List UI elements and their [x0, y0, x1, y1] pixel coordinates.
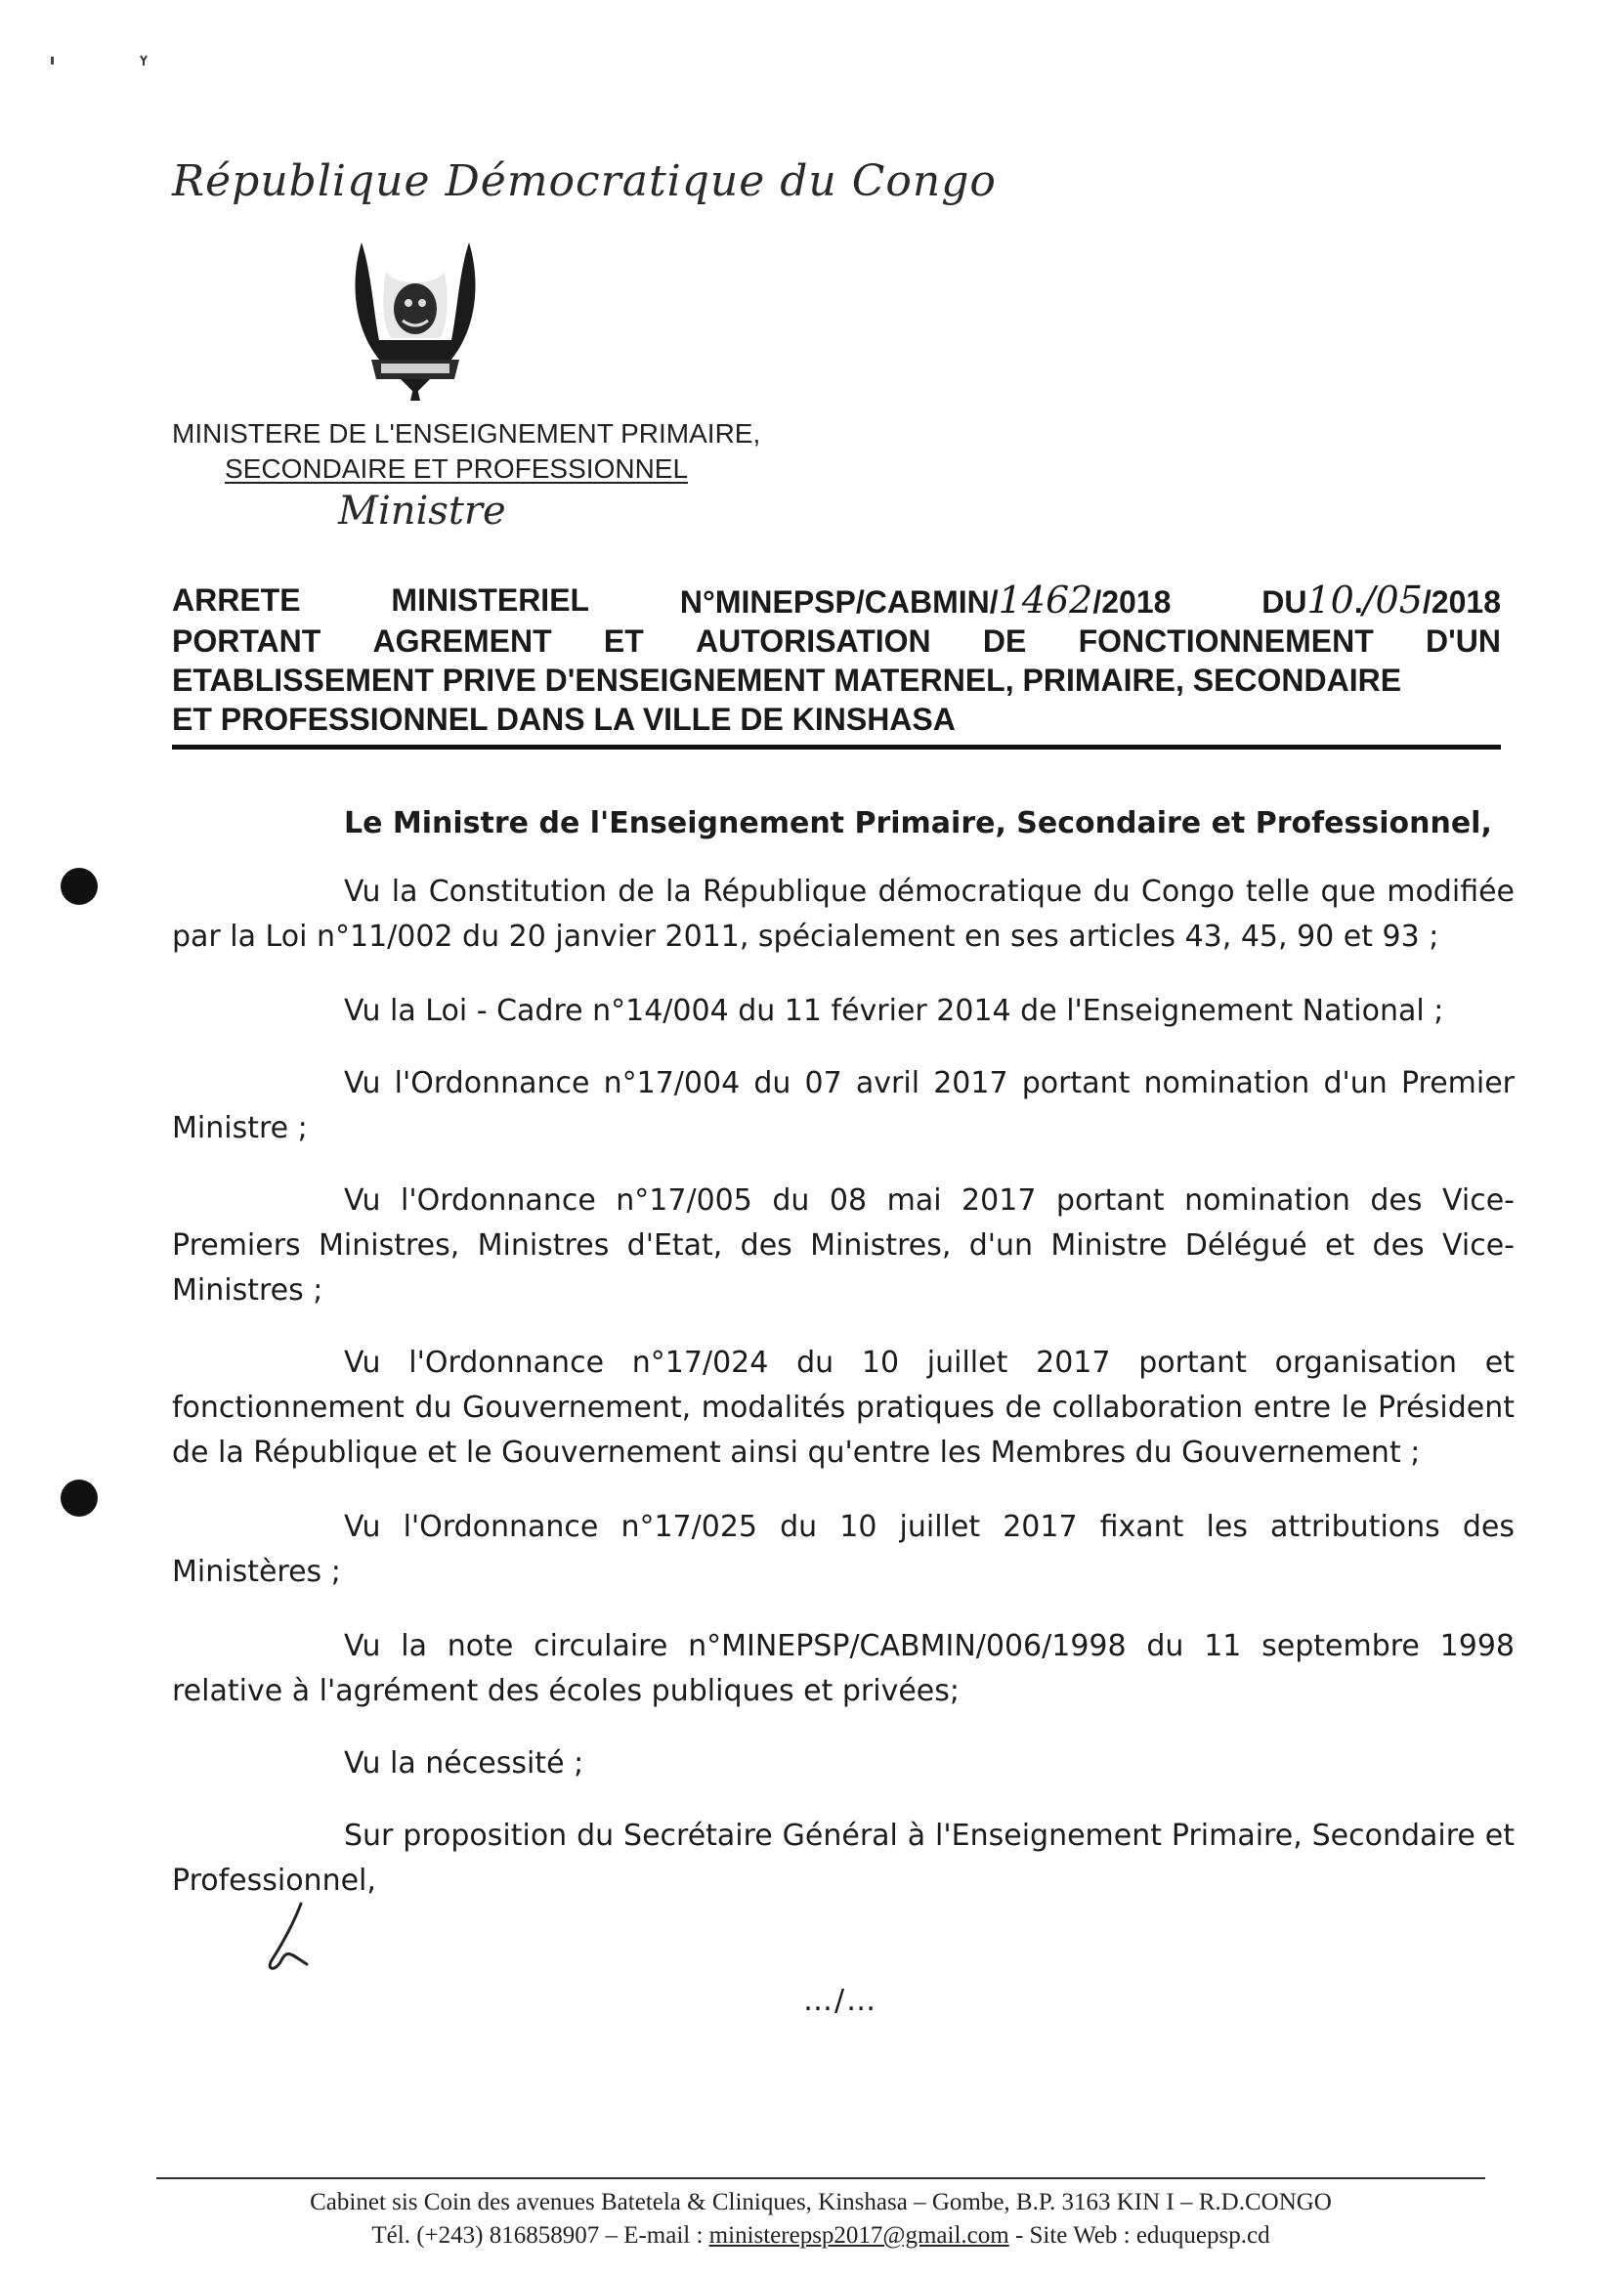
paragraph-necessite: Vu la nécessité ; [344, 1746, 584, 1781]
paragraph-note-circulaire: Vu la note circulaire n°MINEPSP/CABMIN/006/1998 du 11 septembre 1998 relative à l'agrément des écoles publiques et privées; [172, 1629, 1515, 1708]
decree-title [172, 580, 1501, 739]
title-divider [172, 745, 1501, 750]
paragraph-constitution: Vu la Constitution de la République démocratique du Congo telle que modifiée par la Loi n°11/002 du 20 janvier 2011, spécialement en ses articles 43, 45, 90 et 93 ; [172, 875, 1515, 954]
decree-date: DU10./05/2018 [1261, 579, 1501, 622]
ministry-line-1: MINISTERE DE L'ENSEIGNEMENT PRIMAIRE, [172, 418, 761, 449]
title-word: ARRETE [172, 582, 301, 618]
handwritten-initials [262, 1900, 321, 1978]
paragraph-ordonnance-17-024: Vu l'Ordonnance n°17/024 du 10 juillet 2017 portant organisation et fonctionnement du Gouvernement, modalités pratiques de collaboration entre le Président de la République et le Gouvernement ainsi qu'entre les Membres du Gouvernement ; [172, 1346, 1515, 1470]
scan-mark [51, 57, 54, 64]
punch-hole-mark [61, 1480, 98, 1517]
ministry-line-2: SECONDAIRE ET PROFESSIONNEL [225, 453, 689, 484]
paragraph-ordonnance-17-004: Vu l'Ordonnance n°17/004 du 07 avril 2017 portant nomination d'un Premier Ministre ; [172, 1066, 1515, 1145]
paragraph-loi-cadre: Vu la Loi - Cadre n°14/004 du 11 février 2014 de l'Enseignement National ; [344, 994, 1444, 1028]
continued-marker: …/… [803, 1984, 878, 2018]
footer-email-link[interactable]: ministerepsp2017@gmail.com [708, 2222, 1009, 2249]
title-line-2: PORTANT AGREMENT ET AUTORISATION DE FONCTIONNEMENT D'UN [172, 623, 1501, 659]
coat-of-arms-emblem [342, 233, 489, 408]
paragraph-proposition: Sur proposition du Secrétaire Général à l'Enseignement Primaire, Secondaire et Professionnel, [172, 1819, 1515, 1898]
footer-address: Cabinet sis Coin des avenues Batetela & Cliniques, Kinshasa – Gombe, B.P. 3163 KIN I – R.D.CONGO [310, 2189, 1332, 2215]
decree-reference: N°MINEPSP/CABMIN/1462/2018 [679, 579, 1172, 622]
paragraph-ordonnance-17-025: Vu l'Ordonnance n°17/025 du 10 juillet 2017 fixant les attributions des Ministères ; [172, 1510, 1515, 1589]
body-heading: Le Ministre de l'Enseignement Primaire, Secondaire et Professionnel, [344, 806, 1492, 840]
country-name-script: République Démocratique du Congo [172, 156, 997, 206]
footer-contact: Tél. (+243) 816858907 – E-mail : ministerepsp2017@gmail.com - Site Web : eduquepsp.cd [371, 2222, 1270, 2249]
handwritten-month: 05 [1375, 579, 1423, 622]
title-line-4: ET PROFESSIONNEL DANS LA VILLE DE KINSHASA [172, 702, 956, 737]
title-line-3: ETABLISSEMENT PRIVE D'ENSEIGNEMENT MATERNEL, PRIMAIRE, SECONDAIRE [172, 663, 1402, 698]
punch-hole-mark [61, 868, 98, 905]
ministre-script: Ministre [338, 489, 506, 534]
handwritten-day: 10 [1306, 579, 1354, 622]
footer-divider [156, 2177, 1485, 2179]
paragraph-ordonnance-17-005: Vu l'Ordonnance n°17/005 du 08 mai 2017 portant nomination des Vice-Premiers Ministres, Ministres d'Etat, des Ministres, d'un Ministre Délégué et des Vice-Ministres ; [172, 1183, 1515, 1308]
handwritten-decree-number: 1462 [998, 579, 1093, 622]
scan-mark [140, 55, 148, 66]
title-word: MINISTERIEL [391, 582, 590, 618]
title-line-1 [172, 580, 1501, 622]
